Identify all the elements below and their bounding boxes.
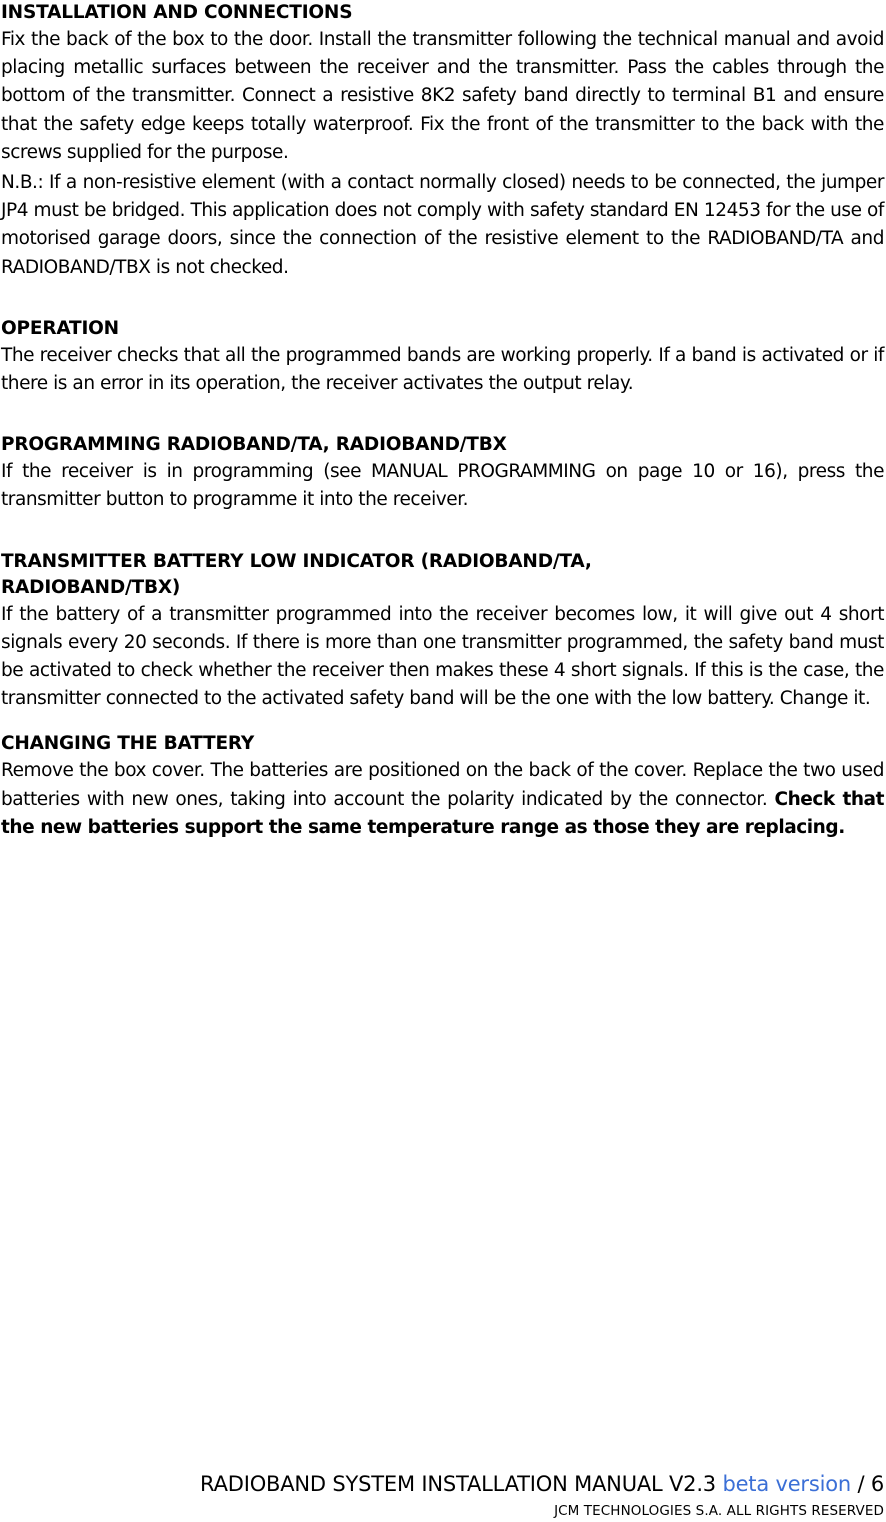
paragraph-installation-steps: Fix the back of the box to the door. Install the transmitter following the technical manual and avoid placing metallic surfaces between the receiver and the transmitter. Pass the cables through the bottom of the transmitter. Connect a resistive 8K2 safety band directly to terminal B1 and ensure that the safety edge keeps totally waterproof. Fix the front of the transmitter to the back with the screws supplied for the purpose. (1, 29, 884, 163)
section-operation (1, 316, 884, 398)
section-battery-low (1, 549, 884, 714)
paragraph-changing-battery (1, 757, 884, 842)
paragraph-programming: If the receiver is in programming (see MANUAL PROGRAMMING on page 10 or 16), press the transmitter button to programme it into the receiver. (1, 461, 884, 511)
section-installation (1, 0, 884, 282)
section-changing-battery (1, 731, 884, 842)
beta-version-label: beta version (722, 1472, 851, 1496)
heading-battery-low-line2: RADIOBAND/TBX) (1, 576, 181, 598)
section-programming (1, 432, 884, 514)
footer-copyright: JCM TECHNOLOGIES S.A. ALL RIGHTS RESERVED (554, 1503, 884, 1519)
heading-operation: OPERATION (1, 317, 119, 339)
heading-battery-low-line1: TRANSMITTER BATTERY LOW INDICATOR (RADIOBAND/TA, (1, 550, 592, 572)
heading-changing-battery: CHANGING THE BATTERY (1, 733, 255, 755)
changing-battery-instructions: Remove the box cover. The batteries are positioned on the back of the cover. Replace the two used batteries with new ones, taking into account the polarity indicated by the connector. (1, 760, 884, 810)
page-number: 6 (870, 1472, 884, 1496)
paragraph-battery-low: If the battery of a transmitter programmed into the receiver becomes low, it will give out 4 short signals every 20 seconds. If there is more than one transmitter programmed, the safety band must be activated to check whether the receiver then makes these 4 short signals. If this is the case, the transmitter connected to the activated safety band will be the one with the low battery. Change it. (1, 603, 884, 710)
changing-battery-warning: Check that the new batteries support the same temperature range as those they are replacing. (1, 788, 884, 838)
paragraph-operation: The receiver checks that all the programmed bands are working properly. If a band is activated or if there is an error in its operation, the receiver activates the output relay. (1, 344, 884, 395)
heading-installation: INSTALLATION AND CONNECTIONS (1, 2, 353, 23)
heading-programming: PROGRAMMING RADIOBAND/TA, RADIOBAND/TBX (1, 434, 507, 456)
paragraph-installation-note: N.B.: If a non-resistive element (with a contact normally closed) needs to be connected, the jumper JP4 must be bridged. This application does not comply with safety standard EN 12453 for the use of motorised garage doors, since the connection of the resistive element to the RADIOBAND/TA and RADIOBAND/TBX is not checked. (1, 172, 884, 278)
footer-title-text: RADIOBAND SYSTEM INSTALLATION MANUAL V2.3 (200, 1472, 723, 1496)
page-separator: / (851, 1472, 871, 1496)
footer-manual-title (4, 1470, 884, 1498)
manual-page (1, 0, 884, 842)
